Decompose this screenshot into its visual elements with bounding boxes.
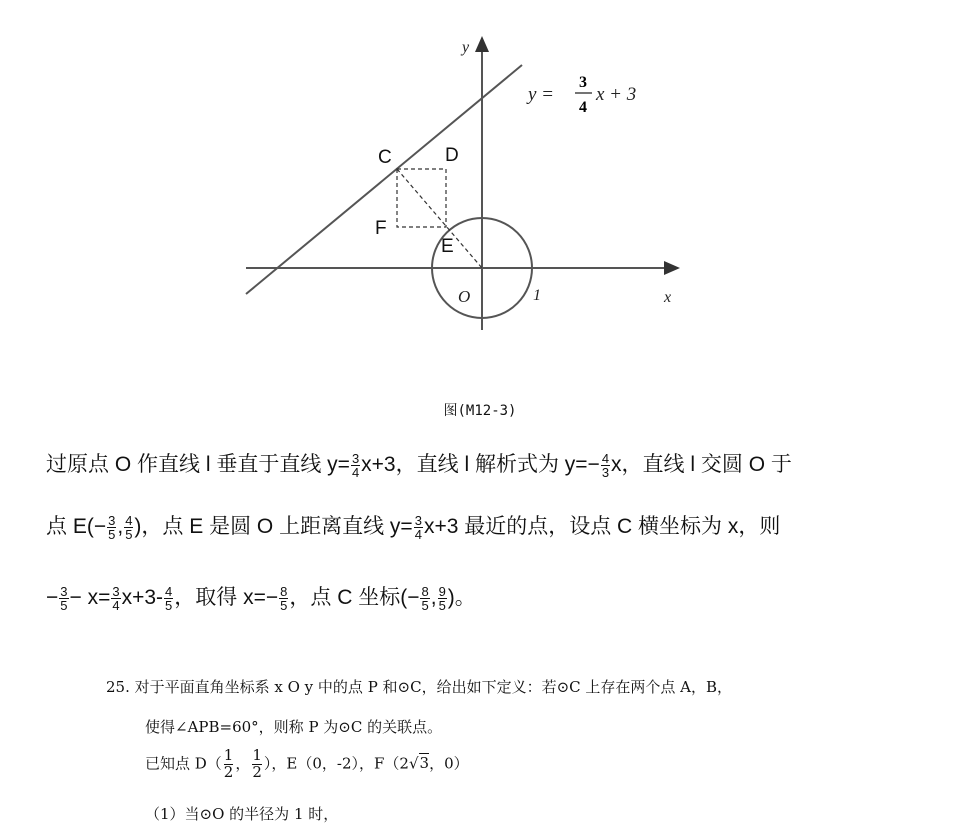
denominator: 2 [252, 762, 262, 781]
fraction [107, 514, 116, 541]
denominator: 4 [351, 465, 360, 480]
equation-suffix: x + 3 [596, 84, 637, 105]
text-segment: − x= [69, 586, 111, 610]
numerator: 3 [351, 451, 360, 466]
fraction [438, 585, 447, 612]
text-segment: ，取得 x=− [174, 586, 279, 610]
fraction [279, 585, 288, 612]
numerator: 4 [125, 513, 133, 528]
point-c-label: C [378, 147, 392, 168]
text-segment: x，直线 l 交圆 O 于 [611, 453, 792, 477]
point-f-label: F [375, 218, 387, 239]
point-d-label: D [445, 145, 459, 166]
fraction [224, 748, 234, 781]
numerator: 1 [223, 746, 234, 764]
fraction [59, 585, 68, 612]
denominator: 5 [280, 598, 288, 613]
text-segment: )。 [447, 586, 476, 610]
numerator: 8 [421, 584, 429, 599]
text-segment: ），E（0，-2），F（2 [263, 754, 409, 773]
problem-line-3 [145, 748, 469, 781]
solution-line-3 [46, 585, 476, 612]
equation-numerator: 3 [579, 74, 587, 91]
fraction [420, 585, 429, 612]
figure-caption: 图(M12-3) [443, 403, 517, 419]
denominator: 2 [223, 762, 234, 781]
text-segment: ，0） [429, 754, 469, 773]
solution-line-1 [46, 452, 792, 479]
fraction [124, 514, 133, 541]
text-segment: − [46, 586, 59, 610]
y-axis-label: y [462, 39, 470, 56]
denominator: 4 [414, 527, 422, 542]
numerator: 8 [280, 584, 288, 599]
fraction [414, 514, 423, 541]
problem-line-2: 使得∠APB=60°，则称 P 为⊙C 的关联点。 [145, 718, 443, 736]
denominator: 5 [125, 527, 133, 542]
numerator: 4 [165, 584, 173, 599]
problem-line-4: （1）当⊙O 的半径为 1 时， [145, 805, 339, 823]
point-e-label: E [441, 236, 454, 257]
text-segment: 过原点 O 作直线 l 垂直于直线 y= [46, 453, 350, 477]
coordinate-figure [0, 0, 960, 390]
denominator: 5 [165, 598, 173, 613]
x-axis-arrow-icon [664, 261, 680, 275]
comma: ， [235, 754, 251, 773]
equation-denominator: 4 [579, 99, 587, 116]
fraction [164, 585, 173, 612]
numerator: 4 [601, 451, 610, 466]
origin-label: O [458, 287, 471, 306]
line-l [246, 65, 522, 294]
text-segment: x+3，直线 l 解析式为 y=− [361, 453, 600, 477]
equation-prefix: y = [528, 84, 555, 105]
tick-label-1: 1 [533, 287, 541, 304]
fraction [601, 452, 610, 479]
denominator: 5 [438, 598, 446, 613]
denominator: 5 [60, 598, 68, 613]
dashed-diagonal [397, 169, 482, 268]
text-segment: x+3- [121, 586, 164, 610]
numerator: 3 [108, 513, 116, 528]
text-segment: x+3 最近的点，设点 C 横坐标为 x，则 [423, 515, 781, 539]
numerator: 3 [112, 584, 120, 599]
text-segment: )，点 E 是圆 O 上距离直线 y= [134, 515, 413, 539]
fraction [252, 748, 262, 781]
sqrt-symbol: √ [408, 754, 419, 773]
fraction [351, 452, 360, 479]
fraction [111, 585, 120, 612]
text-segment: 已知点 D（ [145, 754, 222, 773]
denominator: 5 [108, 527, 116, 542]
text-segment: 点 E(− [46, 515, 107, 539]
solution-line-2 [46, 514, 780, 541]
y-axis-arrow-icon [475, 36, 489, 52]
comma: , [430, 586, 437, 610]
numerator: 1 [252, 746, 262, 764]
numerator: 3 [60, 584, 68, 599]
comma: , [117, 515, 124, 539]
sqrt-radicand: 3 [419, 754, 430, 773]
denominator: 4 [112, 598, 120, 613]
problem-line-1: 25. 对于平面直角坐标系 x O y 中的点 P 和⊙C，给出如下定义：若⊙C 上存在两个点 A，B， [106, 678, 733, 696]
numerator: 9 [438, 584, 446, 599]
text-segment: ，点 C 坐标(− [289, 586, 420, 610]
numerator: 3 [414, 513, 422, 528]
x-axis-label: x [664, 289, 672, 306]
denominator: 3 [601, 465, 610, 480]
denominator: 5 [421, 598, 429, 613]
